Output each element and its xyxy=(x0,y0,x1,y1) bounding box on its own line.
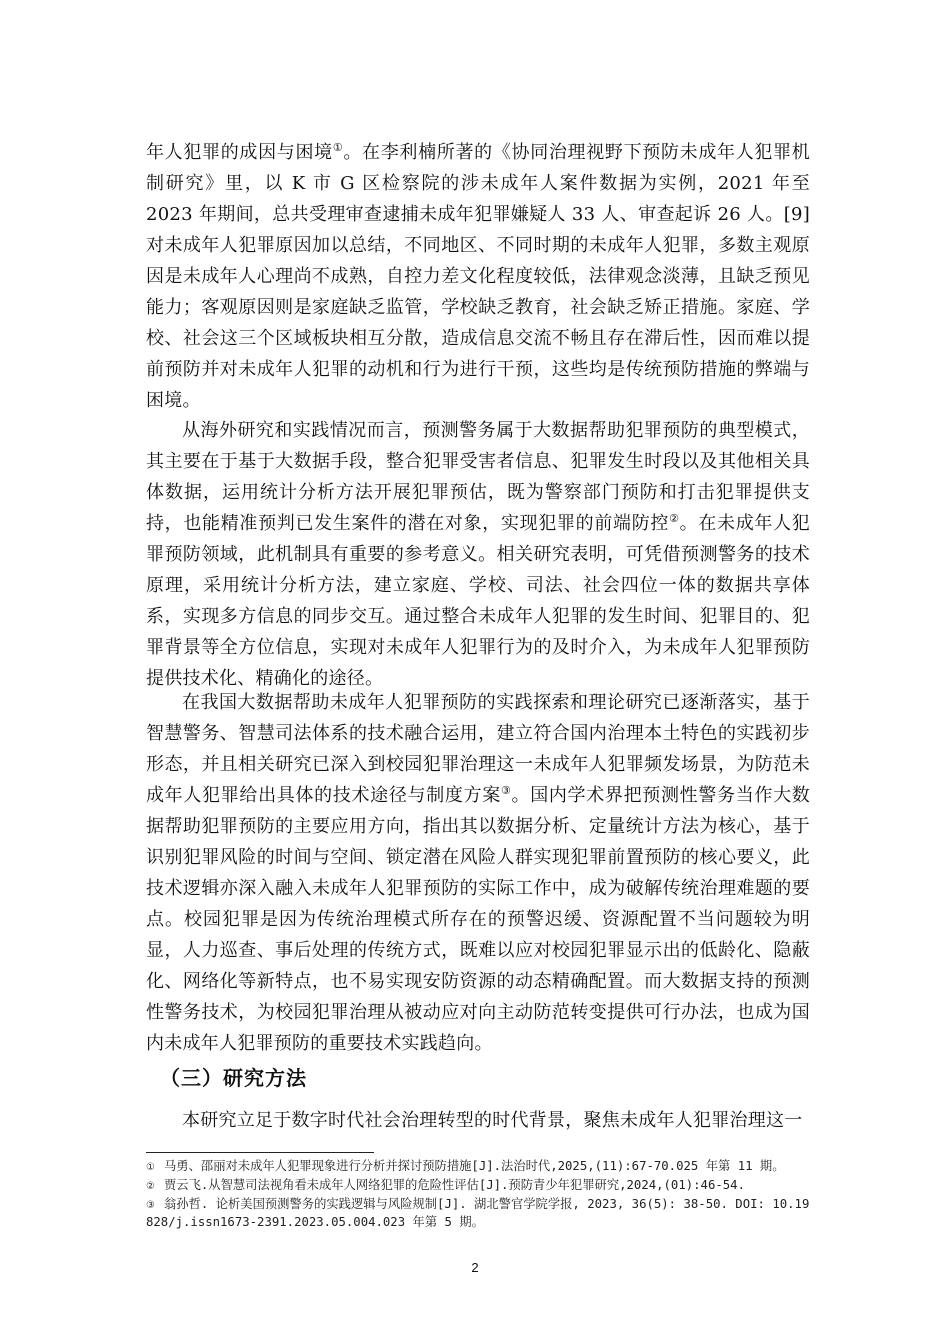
footnote-2-mark: ② xyxy=(146,1181,155,1192)
footnote-ref-1[interactable]: ① xyxy=(332,141,344,154)
paragraph-2-text-a: 从海外研究和实践情况而言，预测警务属于大数据帮助犯罪预防的典型模式，其主要在于基于大数据手段，整合犯罪受害者信息、犯罪发生时段以及其他相关具体数据，运用统计分析方法开展犯罪预估，既为警察部门预防和打击犯罪提供支持，也能精准预判已发生案件的潜在对象，实现犯罪的前端防控 xyxy=(146,420,810,534)
page-number: 2 xyxy=(471,1260,479,1275)
paragraph-2-text-b: 。在未成年人犯罪预防领域，此机制具有重要的参考意义。相关研究表明，可凭借预测警务的技术原理，采用统计分析方法，建立家庭、学校、司法、社会四位一体的数据共享体系，实现多方信息的同步交互。通过整合未成年人犯罪的发生时间、犯罪目的、犯罪背景等全方位信息，实现对未成年人犯罪行为的及时介入，为未成年人犯罪预防提供技术化、精确化的途径。 xyxy=(146,513,810,689)
footnote-1-text: 马勇、邵丽对未成年人犯罪现象进行分析并探讨预防措施[J].法治时代,2025,(11):67-70.025 年第 11 期。 xyxy=(164,1159,785,1173)
footnote-3-mark: ③ xyxy=(146,1200,155,1211)
body-paragraph-4: 本研究立足于数字时代社会治理转型的时代背景，聚焦未成年人犯罪治理这一 xyxy=(182,1110,803,1131)
paragraph-3-text-b: 。国内学术界把预测性警务当作大数据帮助犯罪预防的主要应用方向，指出其以数据分析、定量统计方法为核心，基于识别犯罪风险的时间与空间、锁定潜在风险人群实现犯罪前置预防的核心要义，此技术逻辑亦深入融入未成年人犯罪预防的实际工作中，成为破解传统治理难题的要点。校园犯罪是因为传统治理模式所存在的预警迟缓、资源配置不当问题较为明显，人力巡查、事后处理的传统方式，既难以应对校园犯罪显示出的低龄化、隐蔽化、网络化等新特点，也不易实现安防资源的动态精确配置。而大数据支持的预测性警务技术，为校园犯罪治理从被动应对向主动防范转变提供可行办法，也成为国内未成年人犯罪预防的重要技术实践趋向。 xyxy=(146,785,810,1054)
body-paragraph-2 xyxy=(146,415,810,694)
footnotes xyxy=(146,1158,810,1232)
footnote-3-text: 翁孙哲. 论析美国预测警务的实践逻辑与风险规制[J]. 湖北警官学院学报, 2023, 36(5): 38-50. DOI: 10.19828/j.issn1673-2391.2023.05.004.023 年第 5 期。 xyxy=(146,1197,810,1229)
footnote-1-mark: ① xyxy=(146,1162,155,1173)
paragraph-1-text-a: 年人犯罪的成因与困境 xyxy=(146,142,333,163)
body-paragraph-3 xyxy=(146,687,810,1059)
footnote-divider xyxy=(146,1152,374,1153)
paragraph-3-text-a: 在我国大数据帮助未成年人犯罪预防的实践探索和理论研究已逐渐落实，基于智慧警务、智慧司法体系的技术融合运用，建立符合国内治理本土特色的实践初步形态，并且相关研究已深入到校园犯罪治理这一未成年人犯罪频发场景，为防范未成年人犯罪给出具体的技术途径与制度方案 xyxy=(146,692,810,806)
section-heading: （三）研究方法 xyxy=(160,1066,307,1090)
footnote-ref-2[interactable]: ② xyxy=(669,512,680,525)
footnote-3 xyxy=(146,1196,810,1231)
footnote-ref-3[interactable]: ③ xyxy=(500,784,512,797)
footnote-2 xyxy=(146,1177,810,1195)
footnote-1 xyxy=(146,1158,810,1176)
paragraph-1-text-b: 。在李利楠所著的《协同治理视野下预防未成年人犯罪机制研究》里，以 K 市 G 区检察院的涉未成年人案件数据为实例，2021 年至 2023 年期间，总共受理审查逮捕未成年犯罪嫌疑人 33 人、审查起诉 26 人。[9]对未成年人犯罪原因加以总结，不同地区、不同时期的未成年人犯罪，多数主观原因是未成年人心理尚不成熟，自控力差文化程度较低，法律观念淡薄，且缺乏预见能力；客观原因则是家庭缺乏监管，学校缺乏教育，社会缺乏矫正措施。家庭、学校、社会这三个区域板块相互分散，造成信息交流不畅且存在滞后性，因而难以提前预防并对未成年人犯罪的动机和行为进行干预，这些均是传统预防措施的弊端与困境。 xyxy=(146,142,810,411)
body-paragraph-1 xyxy=(146,137,810,416)
footnote-2-text: 贾云飞.从智慧司法视角看未成年人网络犯罪的危险性评估[J].预防青少年犯罪研究,2024,(01):46-54. xyxy=(164,1178,745,1192)
